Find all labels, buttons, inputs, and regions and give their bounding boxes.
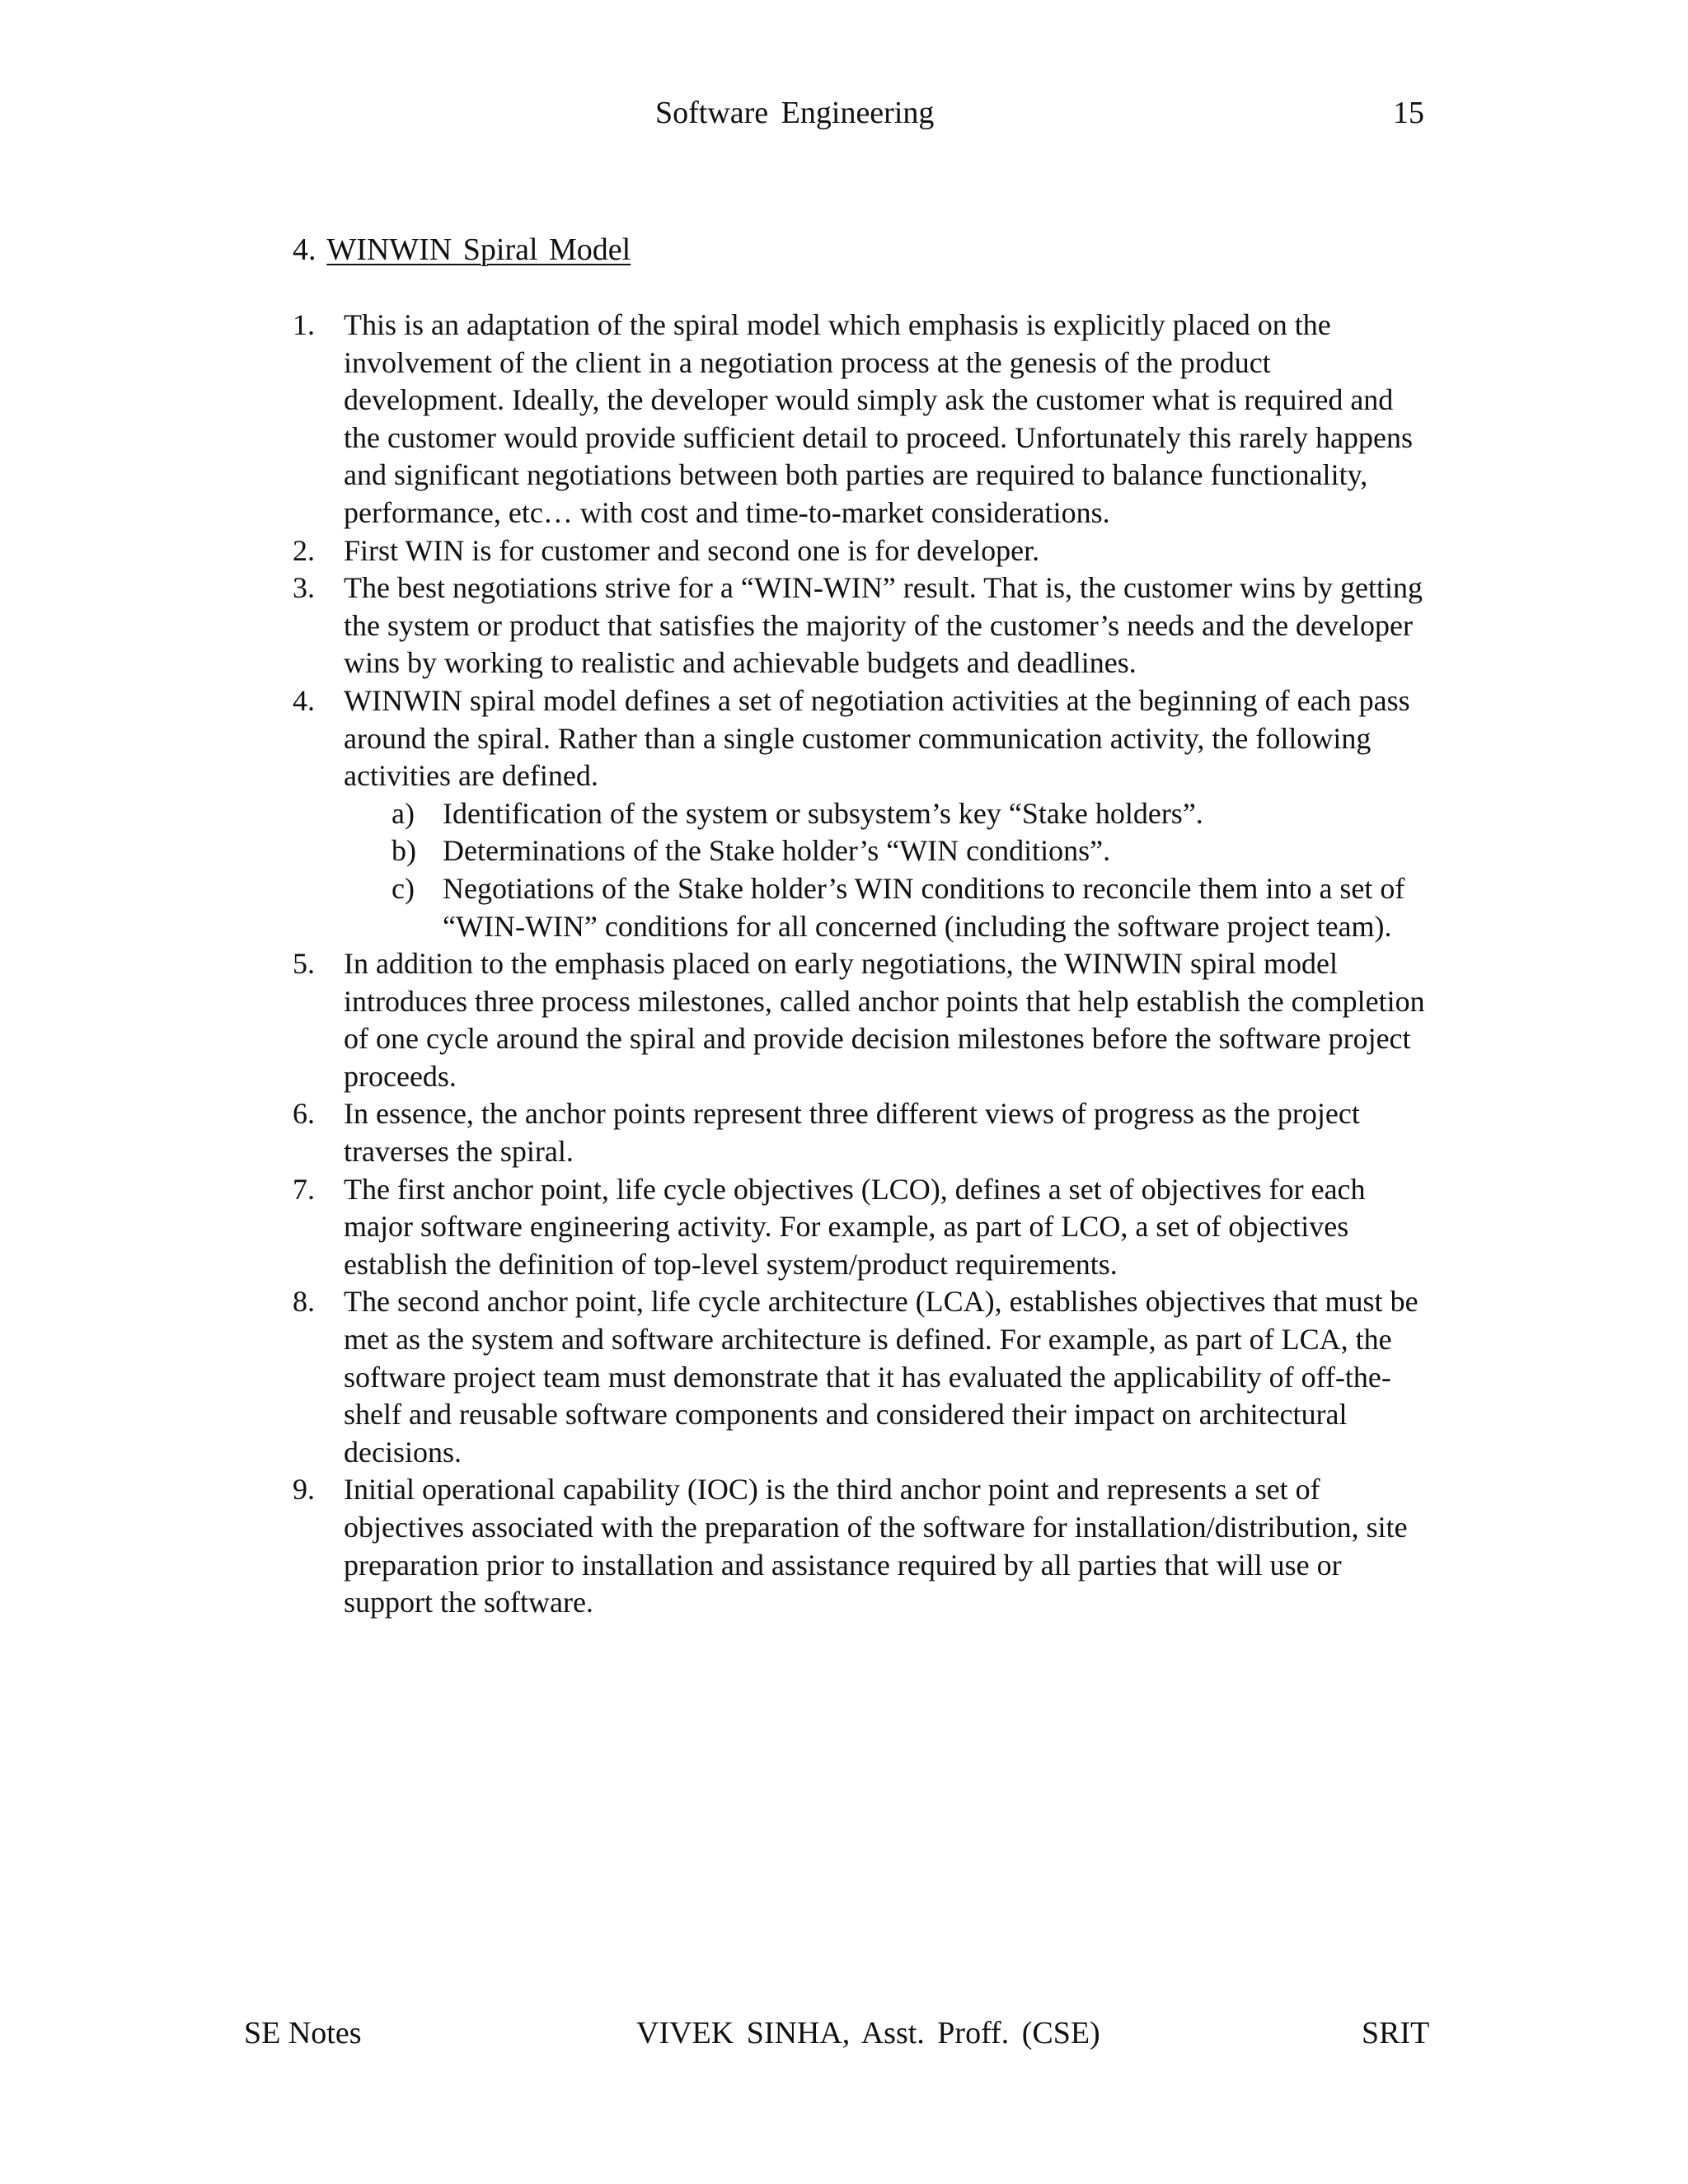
page-header-title: Software Engineering [655,96,935,130]
list-item-text: The first anchor point, life cycle objectives (LCO), defines a set of objectives for each major software engineering activity. For example, as part of LCO, a set of objectives establish the definition of top-level system/product requirements. [344,1172,1366,1281]
sub-list-item-letter: a) [392,796,415,830]
list-item-text: In addition to the emphasis placed on early negotiations, the WINWIN spiral model introduces three process milestones, called anchor points that help establish the completion of one cycle around the spiral and provide decision milestones before the software project proceeds. [344,947,1425,1093]
list-item [293,1283,1430,1471]
list-item-text: The best negotiations strive for a “WIN-WIN” result. That is, the customer wins by getting the system or product that satisfies the majority of the customer’s needs and the developer wins by working to realistic and achievable budgets and deadlines. [344,571,1423,680]
sub-list [344,795,1430,945]
page-number: 15 [1393,96,1424,130]
list-item-text: In essence, the anchor points represent three different views of progress as the project traverses the spiral. [344,1097,1360,1169]
footer-right-text: SRIT [1362,2016,1430,2050]
list-item [293,1471,1430,1621]
list-item-text: First WIN is for customer and second one is for developer. [344,533,1040,567]
list-item [293,569,1430,682]
list-item [293,945,1430,1095]
list-item-text: The second anchor point, life cycle architecture (LCA), establishes objectives that must be met as the system and software architecture is defined. For example, as part of LCA, the software project team must demonstrate that it has evaluated the applicability of off-the-shelf and reusable software components and considered their impact on architectural decisions. [344,1285,1418,1469]
footer-left-text: SE Notes [244,2016,362,2050]
list-item-number: 5. [293,947,315,981]
list-item-text: Initial operational capability (IOC) is the third anchor point and represents a set of objectives associated with the preparation of the software for installation/distribution, site preparation prior to installation and assistance required by all parties that will use or support the software. [344,1473,1408,1619]
sub-list-item [392,870,1430,945]
list-item-text: This is an adaptation of the spiral model which emphasis is explicitly placed on the involvement of the client in a negotiation process at the genesis of the product development. Ideally, the developer would simply ask the customer what is required and the customer would provide sufficient detail to proceed. Unfortunately this rarely happens and significant negotiations between both parties are required to balance functionality, performance, etc… with cost and time-to-market considerations. [344,308,1413,529]
sub-list-item-letter: b) [392,834,416,868]
list-item-number: 3. [293,571,315,605]
sub-list-item [392,832,1430,870]
sub-list-item-letter: c) [392,871,415,905]
section-heading [293,229,631,270]
sub-list-item-text: Identification of the system or subsystem’s key “Stake holders”. [443,796,1203,830]
section-number: 4. [293,232,316,267]
list-item [293,532,1430,570]
list-item [293,1095,1430,1170]
list-item-text: WINWIN spiral model defines a set of negotiation activities at the beginning of each pass around the spiral. Rather than a single customer communication activity, the following activities are defined. [344,683,1410,793]
sub-list-item-text: Negotiations of the Stake holder’s WIN conditions to reconcile them into a set of “WIN-WIN” conditions for all concerned (including the software project team). [443,871,1405,943]
list-item [293,682,1430,945]
list-item-number: 2. [293,533,315,567]
list-item-number: 1. [293,308,315,341]
footer-author: VIVEK SINHA, Asst. Proff. (CSE) [636,2016,1100,2050]
list-item-number: 8. [293,1285,315,1319]
sub-list-item-text: Determinations of the Stake holder’s “WIN conditions”. [443,834,1111,868]
list-item [293,307,1430,532]
list-item [293,1171,1430,1284]
numbered-list [293,307,1430,1622]
list-item-number: 4. [293,683,315,717]
section-title: WINWIN Spiral Model [326,232,631,267]
list-item-number: 7. [293,1172,315,1206]
list-item-number: 9. [293,1473,315,1507]
list-item-number: 6. [293,1097,315,1131]
sub-list-item [392,795,1430,833]
